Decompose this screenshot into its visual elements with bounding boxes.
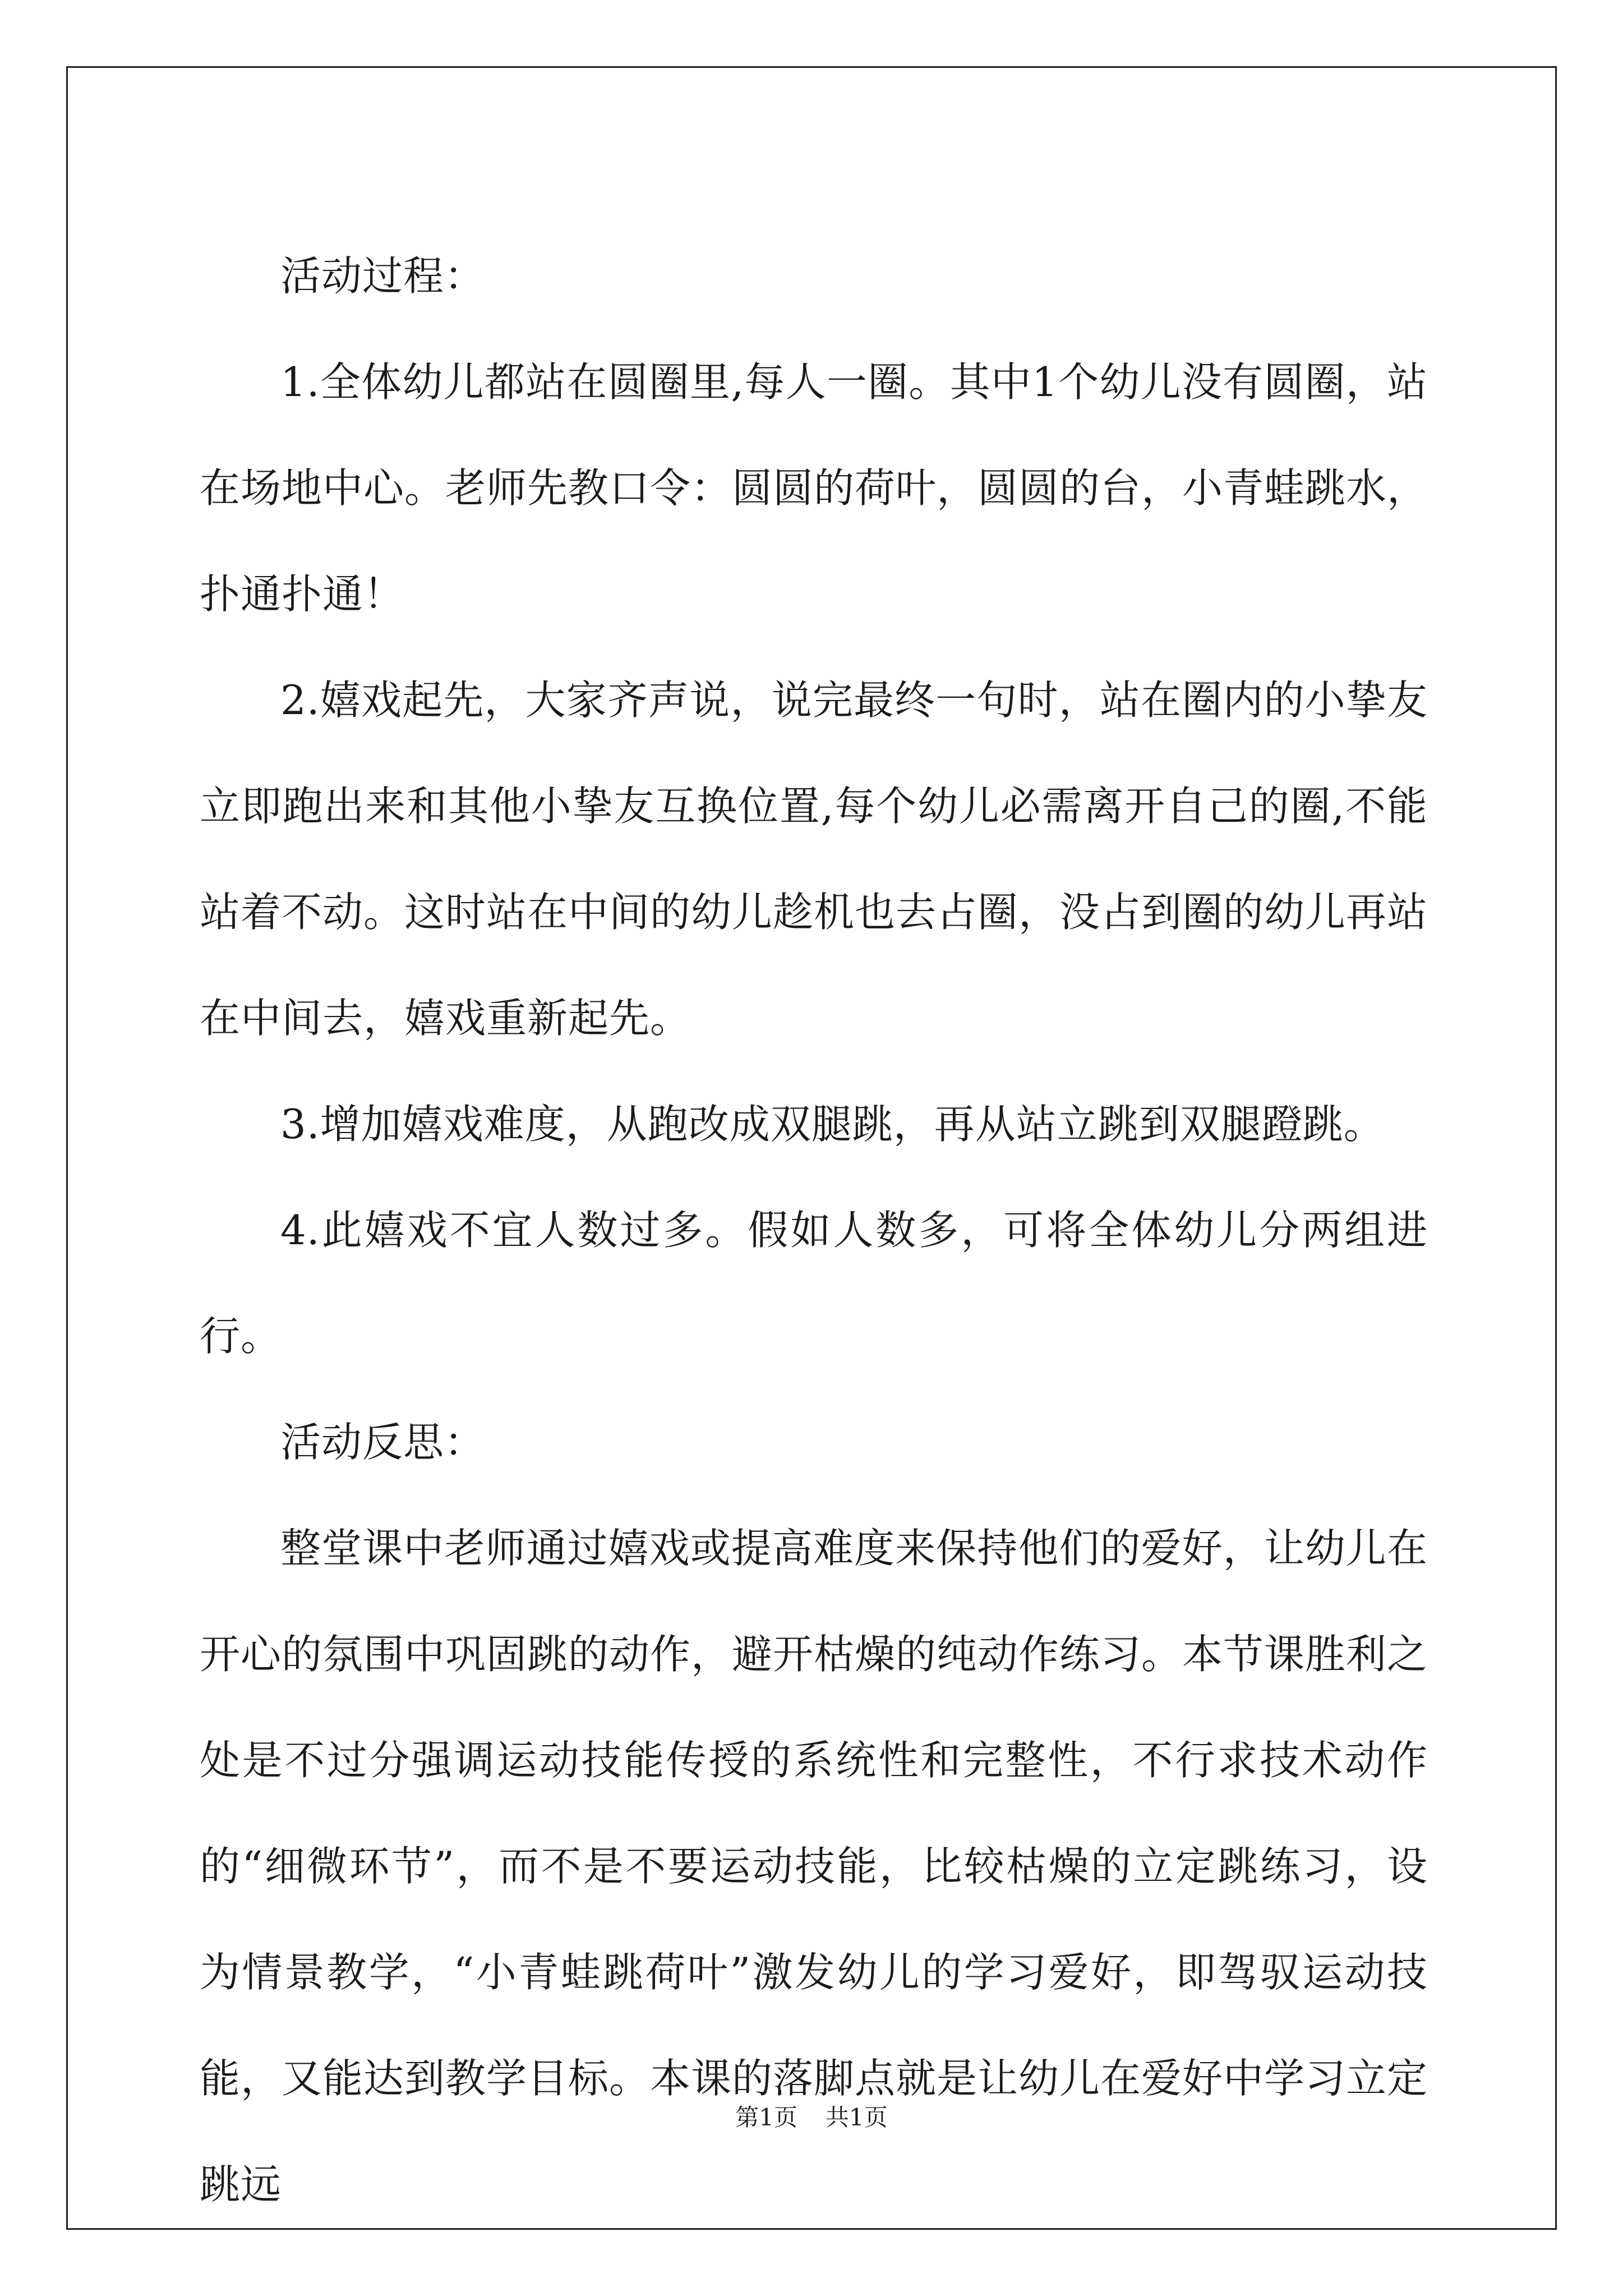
paragraph-step-4: 4.此嬉戏不宜人数过多。假如人数多，可将全体幼儿分两组进行。 [200, 1207, 1428, 1360]
paragraph-step-3: 3.增加嬉戏难度，从跑改成双腿跳，再从站立跳到双腿蹬跳。 [280, 1101, 1385, 1148]
document-body [200, 223, 1428, 2238]
section-heading-reflection: 活动反思： [280, 1419, 486, 1466]
paragraph-step-2: 2.嬉戏起先，大家齐声说，说完最终一句时，站在圈内的小挚友立即跑出来和其他小挚友互换位置,每个幼儿必需离开自己的圈,不能站着不动。这时站在中间的幼儿趁机也去占圈，没占到圈的幼儿再站在中间去，嬉戏重新起先。 [200, 677, 1428, 1042]
page-number-total: 共1页 [826, 2104, 888, 2131]
paragraph-reflection: 整堂课中老师通过嬉戏或提高难度来保持他们的爱好，让幼儿在开心的氛围中巩固跳的动作，避开枯燥的纯动作练习。本节课胜利之处是不过分强调运动技能传授的系统性和完整性，不行求技术动作的“细微环节”，而不是不要运动技能，比较枯燥的立定跳练习，设为情景教学，“小青蛙跳荷叶”激发幼儿的学习爱好，即驾驭运动技能，又能达到教学目标。本课的落脚点就是让幼儿在爱好中学习立定跳远 [200, 1525, 1428, 2208]
page-footer [0, 2101, 1623, 2134]
section-heading-process: 活动过程： [280, 252, 486, 300]
page-number-current: 第1页 [735, 2104, 797, 2131]
paragraph-step-1: 1.全体幼儿都站在圆圈里,每人一圈。其中1个幼儿没有圆圈，站在场地中心。老师先教口令：圆圆的荷叶，圆圆的台，小青蛙跳水，扑通扑通！ [200, 358, 1428, 618]
